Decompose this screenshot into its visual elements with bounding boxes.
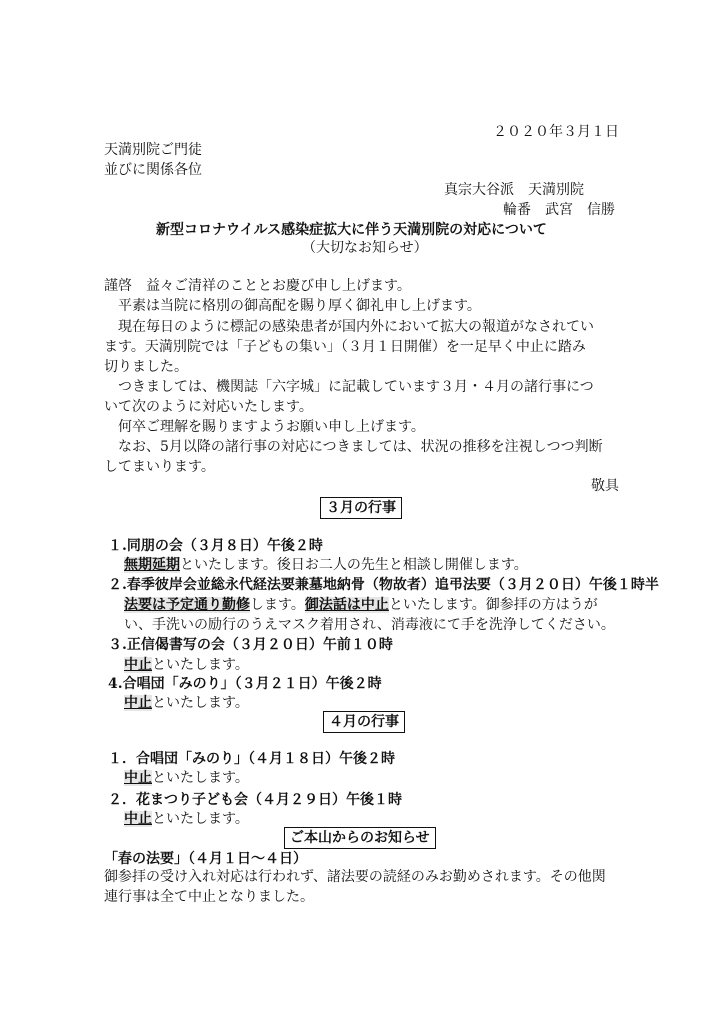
- april-event-1-detail: 中止といたします。: [124, 770, 249, 786]
- highlight: 中止: [124, 657, 152, 673]
- recipient-line-1: 天満別院ご門徒: [104, 142, 202, 158]
- march-event-4-detail: 中止といたします。: [124, 695, 249, 711]
- body-line: ます。天満別院では「子どもの集い」（３月１日開催）を一足早く中止に踏み: [104, 339, 586, 355]
- honzan-line-1: 御参拝の受け入れ対応は行われず、諸法要の読経のみお勤めされます。その他関: [104, 869, 606, 885]
- april-event-2-detail: 中止といたします。: [124, 811, 249, 827]
- body-line: 謹啓 益々ご清祥のこととお慶び申し上げます。: [104, 278, 411, 294]
- honzan-heading: ご本山からのお知らせ: [284, 827, 436, 849]
- sender-line-1: 真宗大谷派 天満別院: [444, 182, 584, 198]
- highlight: 法要は予定通り勤修: [124, 597, 250, 613]
- body-line: 平素は当院に格別の御高配を賜り厚く御礼申し上げます。: [104, 298, 481, 314]
- march-event-2-detail-cont: い、手洗いの励行のうえマスク着用され、消毒液にて手を洗浄してください。: [124, 617, 615, 633]
- body-line: 切りました。: [104, 359, 188, 375]
- highlight: 中止: [124, 770, 152, 786]
- march-event-2-detail: 法要は予定通り勤修します。御法話は中止といたします。御参拝の方はうが: [124, 597, 598, 613]
- march-event-3-detail: 中止といたします。: [124, 657, 249, 673]
- honzan-subtitle: 「春の法要」（４月１日～４日）: [104, 851, 307, 867]
- closing-word: 敬具: [591, 478, 619, 494]
- april-event-1-title: １．合唱団「みのり」（４月１８日）午後２時: [108, 751, 395, 767]
- date: ２０２０年３月１日: [493, 124, 619, 140]
- highlight: 中止: [124, 811, 152, 827]
- document-title: 新型コロナウイルス感染症拡大に伴う天満別院の対応について: [156, 222, 547, 238]
- body-line: つきましては、機関誌「六字城」に記載しています３月・４月の諸行事につ: [104, 379, 594, 395]
- march-heading: ３月の行事: [320, 497, 402, 519]
- body-line: いて次のように対応いたします。: [104, 399, 313, 415]
- march-event-1-title: １.同朋の会（３月８日）午後２時: [108, 538, 323, 554]
- sender-line-2: 輪番 武宮 信勝: [503, 202, 615, 218]
- body-line: してまいります。: [104, 459, 215, 475]
- highlight: 無期延期: [124, 557, 180, 573]
- march-event-1-detail: 無期延期といたします。後日お二人の先生と相談し開催します。: [124, 557, 528, 573]
- march-event-4-title: 4.合唱団「みのり」（３月２１日）午後２時: [108, 676, 382, 692]
- highlight: 御法話は中止: [304, 597, 389, 613]
- april-heading: ４月の行事: [323, 711, 405, 733]
- document-subtitle: （大切なお知らせ）: [302, 240, 428, 256]
- april-event-2-title: ２．花まつり子ども会（４月２９日）午後１時: [108, 792, 402, 808]
- body-line: 何卒ご理解を賜りますようお願い申し上げます。: [104, 419, 425, 435]
- body-line: なお、5月以降の諸行事の対応につきましては、状況の推移を注視しつつ判断: [104, 439, 603, 455]
- honzan-line-2: 連行事は全て中止となりました。: [104, 889, 314, 905]
- body-line: 現在毎日のように標記の感染患者が国内外において拡大の報道がなされてい: [104, 319, 594, 335]
- recipient-line-2: 並びに関係各位: [104, 162, 202, 178]
- march-event-2-title: ２.春季彼岸会並総永代経法要兼墓地納骨（物故者）追弔法要（３月２０日）午後１時半: [108, 577, 659, 593]
- highlight: 中止: [124, 695, 152, 711]
- march-event-3-title: ３.正信偈書写の会（３月２０日）午前１０時: [108, 637, 393, 653]
